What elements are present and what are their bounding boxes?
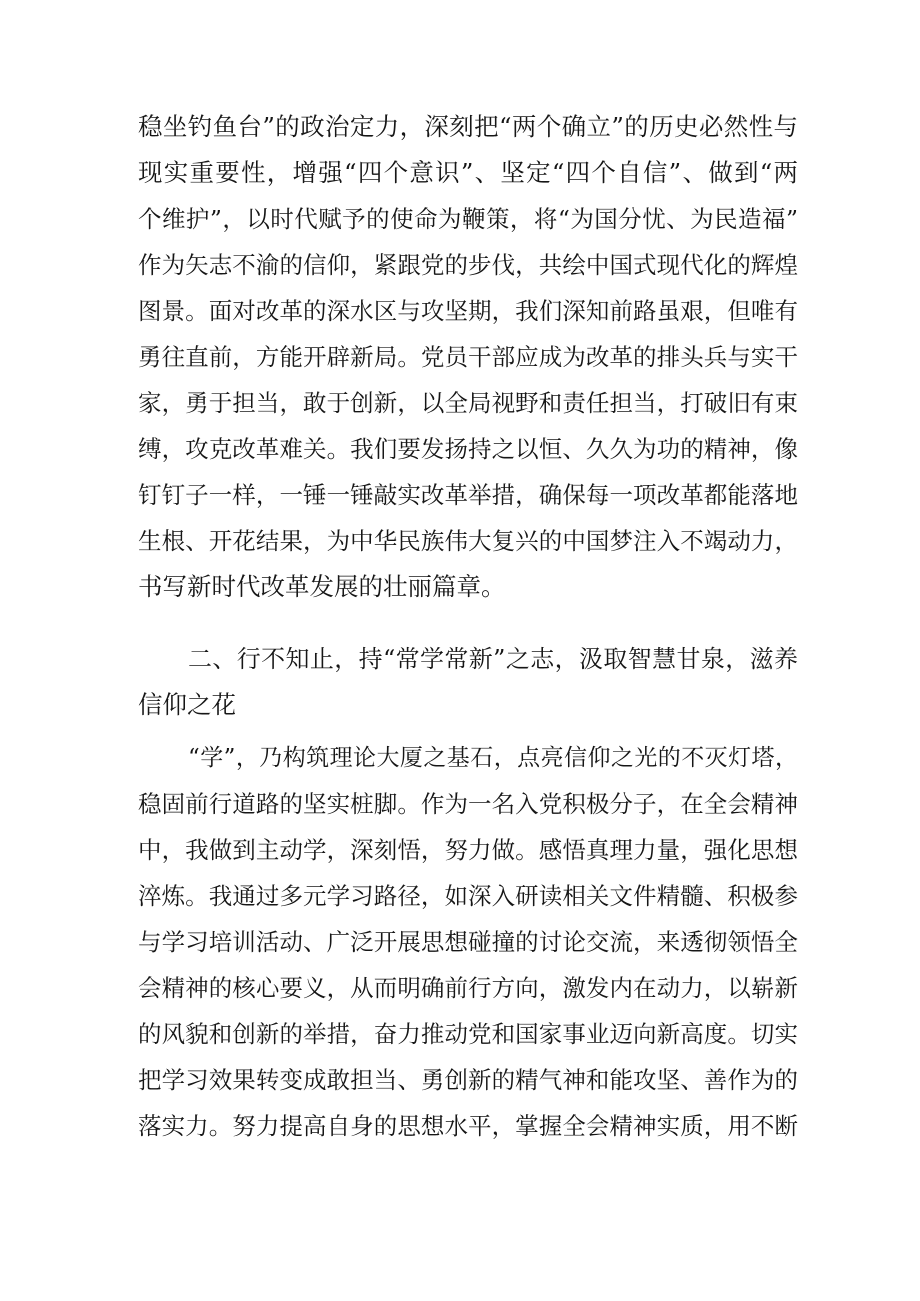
text-line: 家，勇于担当，敢于创新，以全局视野和责任担当，打破旧有束 <box>138 389 798 417</box>
text-line: 与学习培训活动、广泛开展思想碰撞的讨论交流，来透彻领悟全 <box>138 928 798 956</box>
text-line: 书写新时代改革发展的壮丽篇章。 <box>138 572 506 601</box>
text-line: 勇往直前，方能开辟新局。党员干部应成为改革的排头兵与实干 <box>138 343 798 371</box>
text-line: 稳固前行道路的坚实桩脚。作为一名入党积极分子，在全会精神 <box>138 790 798 818</box>
text-line: 淬炼。我通过多元学习路径，如深入研读相关文件精髓、积极参 <box>138 882 798 910</box>
text-line: 生根、开花结果，为中华民族伟大复兴的中国梦注入不竭动力， <box>138 527 798 555</box>
text-line: “学”，乃构筑理论大厦之基石，点亮信仰之光的不灭灯塔， <box>188 745 798 771</box>
heading-line: 二、行不知止，持“常学常新”之志，汲取智慧甘泉，滋养 <box>188 645 798 673</box>
text-line: 缚，攻克改革难关。我们要发扬持之以恒、久久为功的精神，像 <box>138 435 798 463</box>
text-line: 中，我做到主动学，深刻悟，努力做。感悟真理力量，强化思想 <box>138 836 798 864</box>
text-line: 的风貌和创新的举措，奋力推动党和国家事业迈向新高度。切实 <box>138 1020 798 1048</box>
text-line: 现实重要性，增强“四个意识”、坚定“四个自信”、做到“两 <box>138 158 798 187</box>
text-line: 个维护”，以时代赋予的使命为鞭策，将“为国分忧、为民造福” <box>138 205 798 233</box>
text-line: 稳坐钓鱼台”的政治定力，深刻把“两个确立”的历史必然性与 <box>138 112 798 141</box>
text-line: 落实力。努力提高自身的思想水平，掌握全会精神实质，用不断 <box>138 1112 798 1140</box>
text-line: 作为矢志不渝的信仰，紧跟党的步伐，共绘中国式现代化的辉煌 <box>138 251 798 279</box>
text-line: 图景。面对改革的深水区与攻坚期，我们深知前路虽艰，但唯有 <box>138 297 798 325</box>
heading-line: 信仰之花 <box>138 690 236 719</box>
text-line: 会精神的核心要义，从而明确前行方向，激发内在动力，以崭新 <box>138 974 798 1002</box>
text-line: 钉钉子一样，一锤一锤敲实改革举措，确保每一项改革都能落地 <box>138 481 798 509</box>
text-line: 把学习效果转变成敢担当、勇创新的精气神和能攻坚、善作为的 <box>138 1066 798 1094</box>
